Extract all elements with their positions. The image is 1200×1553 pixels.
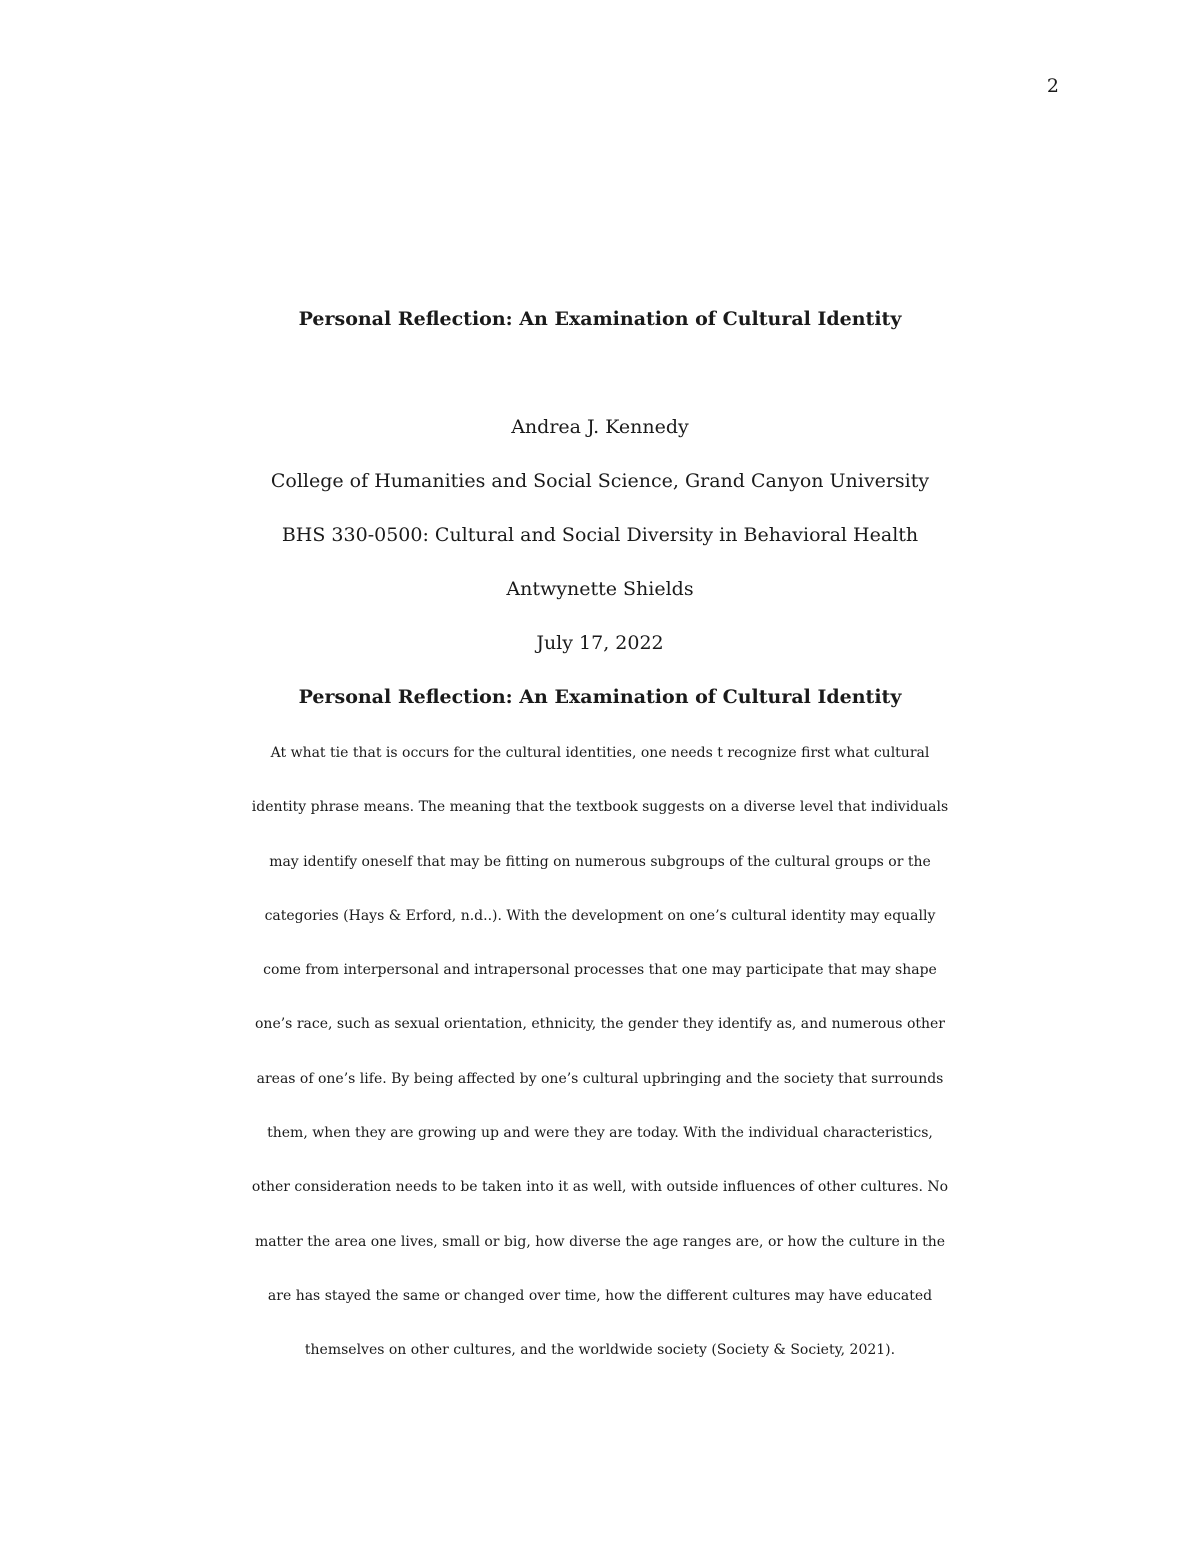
- paragraph-line: are has stayed the same or changed over time, how the different cultures may have educated: [267, 1287, 933, 1304]
- paragraph-line: one’s race, such as sexual orientation, ethnicity, the gender they identify as, and numerous other: [255, 1016, 945, 1033]
- paragraph-line: themselves on other cultures, and the worldwide society (Society & Society, 2021).: [304, 1342, 896, 1359]
- paragraph-line: identity phrase means. The meaning that the textbook suggests on a diverse level that individuals: [251, 799, 949, 816]
- body-paragraph: [0, 726, 1200, 1378]
- author-name: Andrea J. Kennedy: [511, 416, 689, 438]
- body-heading: Personal Reflection: An Examination of Cultural Identity: [298, 686, 902, 708]
- page-number: 2: [1046, 75, 1059, 97]
- paragraph-line: may identify oneself that may be fitting on numerous subgroups of the cultural groups or the: [269, 853, 931, 870]
- paragraph-line: them, when they are growing up and were they are today. With the individual characteristics,: [267, 1125, 933, 1142]
- paragraph-line: other consideration needs to be taken into it as well, with outside influences of other cultures. No: [251, 1179, 949, 1196]
- paragraph-line: At what tie that is occurs for the cultural identities, one needs t recognize first what cultural: [270, 745, 930, 761]
- paragraph-line: categories (Hays & Erford, n.d..). With the development on one’s cultural identity may equally: [264, 907, 936, 924]
- paragraph-line: matter the area one lives, small or big, how diverse the age ranges are, or how the culture in the: [254, 1233, 946, 1250]
- course-name: BHS 330-0500: Cultural and Social Diversity in Behavioral Health: [281, 524, 919, 546]
- paper-date: July 17, 2022: [536, 632, 664, 654]
- paragraph-line: areas of one’s life. By being affected by one’s cultural upbringing and the society that surrounds: [256, 1070, 944, 1087]
- paragraph-line: come from interpersonal and intrapersonal processes that one may participate that may shape: [263, 962, 937, 979]
- instructor-name: Antwynette Shields: [506, 578, 694, 600]
- paper-title: Personal Reflection: An Examination of Cultural Identity: [298, 308, 902, 330]
- college-affiliation: College of Humanities and Social Science, Grand Canyon University: [270, 470, 930, 492]
